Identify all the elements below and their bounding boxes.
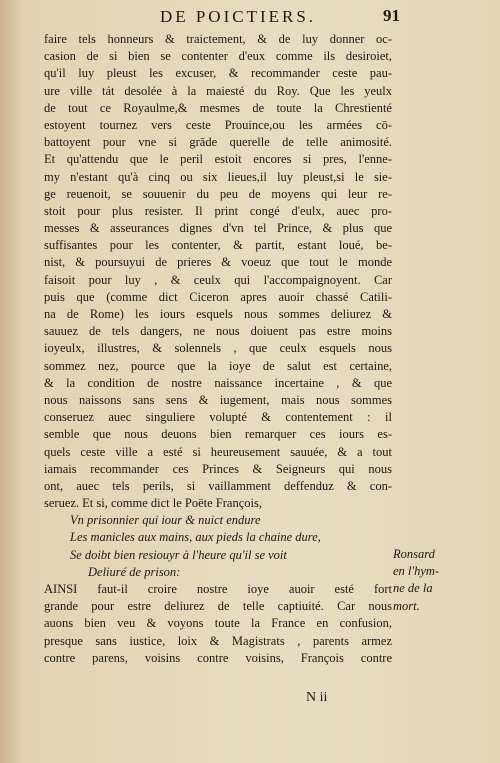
text-line: ure ville tát desolée à la maiesté du Roy. Que les yeulx bbox=[44, 83, 392, 98]
text-line: qu'il luy pleust les excuser, & recommander ceste pau- bbox=[44, 66, 392, 81]
text-line: semble que nous deuons bien remarquer ces iours es- bbox=[44, 427, 392, 442]
verse-line: Vn prisonnier qui iour & nuict endure bbox=[70, 513, 261, 528]
text-line: messes & asseurances dignes d'vn tel Prince, & plus que bbox=[44, 221, 392, 236]
text-line: sommez nez, pource que la ioye de salut est certaine, bbox=[44, 358, 392, 373]
text-line: seruez. Et si, comme dict le Poëte François, bbox=[44, 496, 262, 511]
text-line: presque sans iustice, loix & Magistrats , parents armez bbox=[44, 633, 392, 648]
text-line: ont, auec tels perils, si vaillamment deffenduz & con- bbox=[44, 478, 392, 493]
text-line: conseruez auec singuliere volupté & contentement : il bbox=[44, 410, 392, 425]
margin-note-line: en l'hym- bbox=[393, 564, 440, 579]
page-number: 91 bbox=[383, 6, 400, 25]
text-line: nous naissons sans sens & iugement, mais nous sommes bbox=[44, 392, 392, 407]
text-line: sauuez de tels dangers, ne nous doiuent pas estre moins bbox=[44, 324, 392, 339]
text-line: nist, & poursuyui de prieres & voeuz que tout le monde bbox=[44, 255, 392, 270]
page-header bbox=[0, 7, 500, 31]
text-line: suffisantes pour les contenter, & partit, estant loué, be- bbox=[44, 238, 392, 253]
text-line: Et qu'attendu que le peril estoit encores si pres, l'enne- bbox=[44, 152, 392, 167]
text-line: quels ceste ville a esté si heureusement sauuée, & a tout bbox=[44, 444, 392, 459]
margin-note-line: Ronsard bbox=[393, 547, 435, 561]
running-title: DE POICTIERS. bbox=[159, 7, 317, 26]
text-line: AINSI faut-il croire nostre ioye auoir esté fort bbox=[44, 582, 392, 596]
text-line: puis que (comme dict Ciceron apres auoir chassé Catili- bbox=[44, 289, 392, 304]
margin-note-line: ne de la bbox=[393, 581, 433, 596]
text-line: auons bien veu & voyons toute la France en confusion, bbox=[44, 616, 392, 631]
text-line: & la condition de nostre naissance incertaine , & que bbox=[44, 375, 392, 390]
margin-note-line: mort. bbox=[393, 598, 420, 613]
text-line: iamais recommander ces Princes & Seigneurs qui nous bbox=[44, 461, 392, 476]
text-line: faisoit pour luy , & ceulx qui l'accompaignoyent. Car bbox=[44, 272, 392, 287]
verse-line: Deliuré de prison: bbox=[88, 564, 181, 579]
text-line: na de Rome) les iours esquels nous sommes deliurez & bbox=[44, 307, 392, 321]
text-line: battoyent pour vne si grāde querelle de telle animosité. bbox=[44, 135, 392, 150]
text-line: de tout ce Royaulme,& mesmes de toute la Chrestienté bbox=[44, 100, 392, 115]
text-line: ioyeulx, illustres, & solennels , que ceulx esquels nous bbox=[44, 341, 392, 356]
body-text bbox=[44, 31, 392, 667]
text-line: casion de si bien se contenter d'eux comme ils desiroiet, bbox=[44, 49, 392, 64]
text-line: estoyent tournez vers ceste Prouince,ou les armées cō- bbox=[44, 117, 392, 132]
text-line: my n'estant qu'à cinq ou six lieues,il luy pleust,si le sie- bbox=[44, 169, 392, 184]
text-line: grande pour estre deliurez de telle captiuité. Car nous bbox=[44, 599, 392, 614]
verse-line: Les manicles aux mains, aux pieds la chaine dure, bbox=[70, 530, 321, 545]
text-line: stoit pour plus resister. Il print congé d'eulx, auec pro- bbox=[44, 203, 392, 218]
text-line: ge reuenoit, se souuenir du peu de moyens qui leur re- bbox=[44, 186, 392, 201]
verse-line: Se doibt bien resiouyr à l'heure qu'il se voit bbox=[70, 547, 287, 562]
text-line: faire tels honneurs & traictement, & de luy donner oc- bbox=[44, 32, 392, 46]
signature-mark: N ii bbox=[306, 690, 328, 705]
text-line: contre parens, voisins contre voisins, François contre bbox=[44, 650, 392, 665]
margin-note bbox=[393, 546, 467, 615]
